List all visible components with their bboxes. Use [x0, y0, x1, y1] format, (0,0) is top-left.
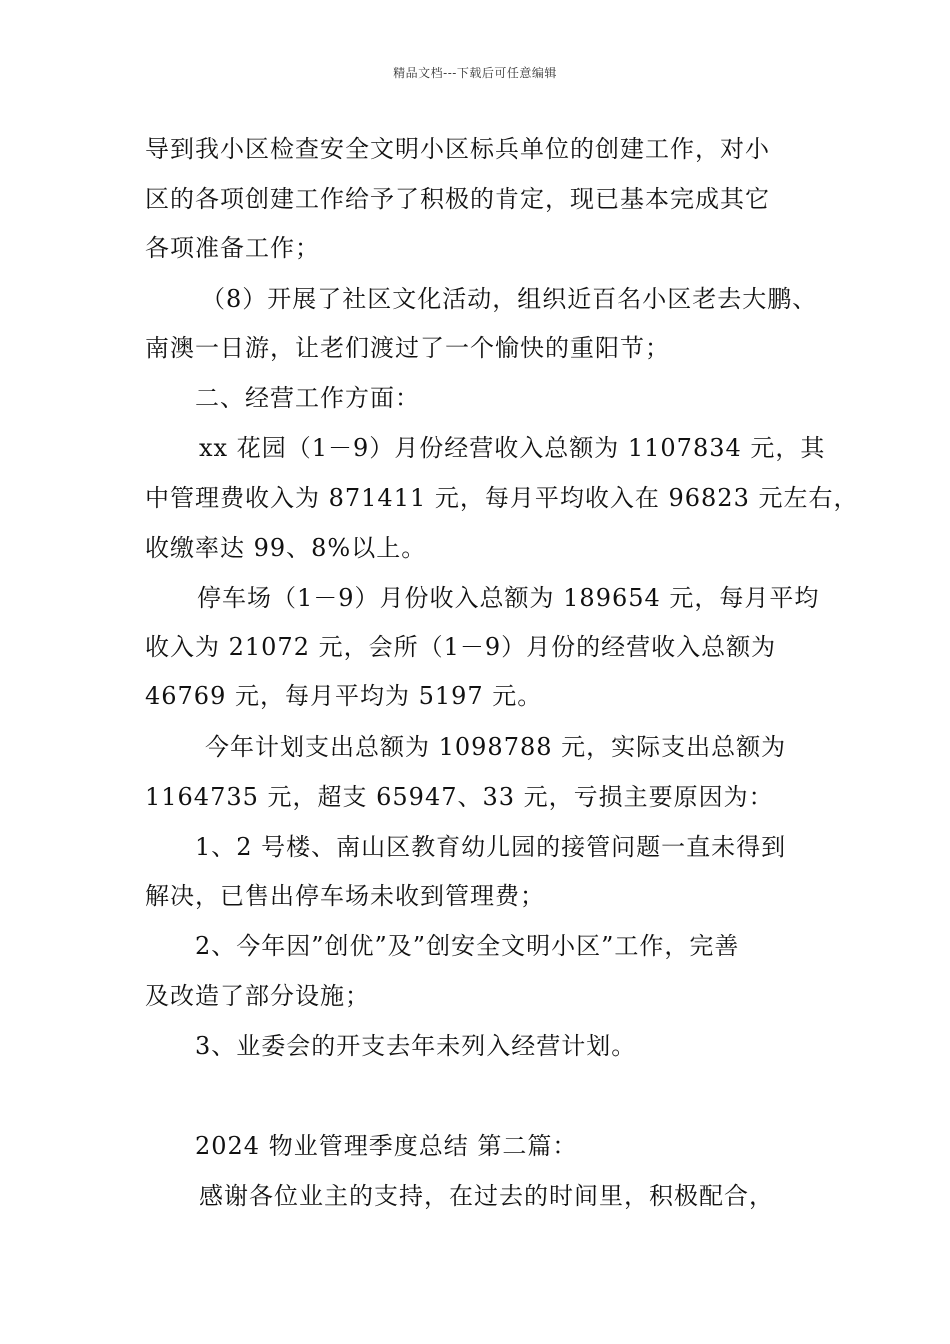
- body-line: 46769 元，每月平均为 5197 元。: [145, 682, 543, 710]
- body-line: 解决，已售出停车场未收到管理费；: [145, 882, 545, 910]
- list-item: 2、今年因”创优”及”创安全文明小区”工作，完善: [195, 932, 740, 960]
- body-line: 南澳一日游，让老们渡过了一个愉快的重阳节；: [145, 334, 670, 362]
- body-line: （8）开展了社区文化活动，组织近百名小区老去大鹏、: [201, 285, 818, 313]
- body-line: 收入为 21072 元，会所（1－9）月份的经营收入总额为: [145, 633, 777, 661]
- body-line: 中管理费收入为 871411 元，每月平均收入在 96823 元左右，: [145, 484, 859, 512]
- body-line: 今年计划支出总额为 1098788 元，实际支出总额为: [205, 733, 787, 761]
- body-line: 感谢各位业主的支持，在过去的时间里，积极配合，: [199, 1182, 774, 1210]
- body-line: 及改造了部分设施；: [145, 982, 370, 1010]
- body-line: 收缴率达 99、8%以上。: [145, 534, 427, 562]
- body-line: 区的各项创建工作给予了积极的肯定，现已基本完成其它: [145, 185, 770, 213]
- section-heading: 二、经营工作方面：: [195, 384, 420, 412]
- list-item: 3、业委会的开支去年未列入经营计划。: [195, 1032, 637, 1060]
- section-title: 2024 物业管理季度总结 第二篇：: [195, 1132, 578, 1160]
- body-line: xx 花园（1－9）月份经营收入总额为 1107834 元，其: [199, 434, 826, 462]
- body-line: 导到我小区检查安全文明小区标兵单位的创建工作，对小: [145, 135, 770, 163]
- body-line: 1164735 元，超支 65947、33 元，亏损主要原因为：: [145, 783, 774, 811]
- body-line: 停车场（1－9）月份收入总额为 189654 元，每月平均: [197, 584, 820, 612]
- body-line: 各项准备工作；: [145, 234, 320, 262]
- page-header: 精品文档---下载后可任意编辑: [393, 66, 557, 80]
- list-item: 1、2 号楼、南山区教育幼儿园的接管问题一直未得到: [195, 833, 787, 861]
